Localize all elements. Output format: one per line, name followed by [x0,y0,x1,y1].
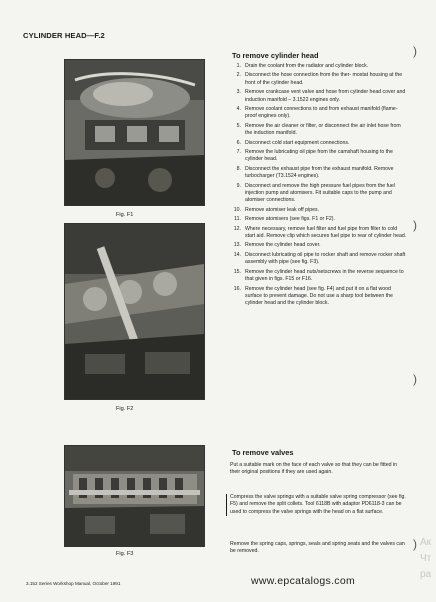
step-item [230,63,408,70]
step-text: Disconnect and remove the high pressure fuel pipes from the fuel injection pump and atomisers. Fit suitable caps to the pump and atomiser connections. [245,182,395,204]
remove-head-title: To remove cylinder head [232,51,319,60]
step-text: Remove the cylinder head nuts/setscrews in the reverse sequence to that given in figs. F15 or F16. [245,268,404,283]
step-text: Remove the cylinder head (see fig. F4) and put it on a flat wood surface to prevent damage. Do not use a sharp tool between the cylinder head and the cylinder block. [245,285,393,307]
margin-ghost-text: Ак [420,537,432,548]
step-item [230,252,408,267]
step-item [230,89,408,104]
step-item [230,106,408,121]
step-text: Remove the lubricating oil pipe from the camshaft housing to the cylinder head. [245,149,393,163]
figure-f2-photo [64,223,205,400]
step-item [230,140,408,147]
step-text: Drain the coolant from the radiator and cylinder block. [245,63,369,69]
step-text: Remove the cylinder head cover. [245,242,321,249]
step-number: 9. [236,182,241,189]
footer-manual-info: 3.152 Series Workshop Manual, October 1991 [26,581,121,586]
step-item [230,286,408,308]
step-item [230,123,408,138]
step-text: Remove the air cleaner or filter, or disconnect the air inlet hose from the induction manifold. [245,122,401,137]
step-number: 12. [233,225,241,232]
step-item [230,72,408,87]
step-number: 6. [236,139,241,146]
step-text: Disconnect the hose connection from the ther- mostat housing at the front of the cylinder head. [245,72,403,86]
step-number: 10. [233,206,241,213]
step-number: 7. [236,149,241,156]
step-text: Remove coolant connections to and from exhaust manifold (flame-proof engines only). [245,106,398,120]
remove-valves-para-1: Put a suitable mark on the face of each valve so that they can be fitted in their original positions if they are used again. [230,462,397,476]
figure-f3-caption: Fig. F3 [116,551,134,557]
step-item [230,226,408,241]
page-header: CYLINDER HEAD—F.2 [23,31,105,40]
remove-head-steps [230,63,408,310]
edge-mark: ) [413,44,417,58]
step-item [230,166,408,181]
edge-mark: ) [413,372,417,386]
step-item [230,216,408,223]
step-text: Remove atomiser leak off pipes. [245,206,320,213]
step-text: Remove atomisers (see figs. F1 or F2). [245,216,335,223]
edge-mark: ) [413,537,417,551]
step-number: 5. [236,122,241,129]
remove-valves-para-3: Remove the spring caps, springs, seals and spring seats and the valves can be removed. [230,541,405,555]
step-item [230,149,408,164]
step-text: Disconnect the exhaust pipe from the exhaust manifold. Remove turbocharger (T3.1524 engines). [245,165,394,180]
figure-f1-caption: Fig. F1 [116,212,134,218]
figure-f1-photo [64,59,205,206]
step-number: 11. [234,216,241,223]
margin-ghost-text: ра [420,569,432,580]
step-item [230,183,408,205]
remove-valves-title: To remove valves [232,448,294,457]
step-item [230,269,408,284]
step-item [230,207,408,214]
remove-valves-para-2: Compress the valve springs with a suitable valve spring compressor (see fig. F5) and remove the split collets. Tool 6118B with adaptor PD6118-3 can be used to compress the valve springs with the head on a flat surface. [226,494,408,516]
step-text: Where necessary, remove fuel filter and fuel pipe from filter to cold start aid. Remove clip which secures fuel pipe to rear of cylinder head. [245,225,407,239]
step-number: 15. [233,268,241,275]
step-text: Remove crankcase vent valve and hose from cylinder head cover and induction manifold – 3.1522 engines only. [245,89,406,103]
step-number: 8. [236,165,241,172]
edge-mark: ) [413,218,417,232]
step-number: 3. [236,89,241,96]
figure-f3-photo [64,445,205,547]
step-text: Disconnect cold start equipment connections. [245,139,350,146]
step-number: 4. [236,106,241,113]
step-text: Disconnect lubricating oil pipe to rocker shaft and remove rocker shaft assembly with pipe (see fig. F3). [245,251,406,266]
step-number: 13. [233,242,241,249]
margin-ghost-text: Чт [420,553,432,564]
step-number: 1. [236,63,241,69]
step-item [230,242,408,249]
step-number: 2. [236,72,241,79]
step-number: 16. [233,285,241,292]
step-number: 14. [233,251,241,258]
figure-f2-caption: Fig. F2 [116,406,134,412]
footer-watermark: www.epcatalogs.com [251,575,356,587]
